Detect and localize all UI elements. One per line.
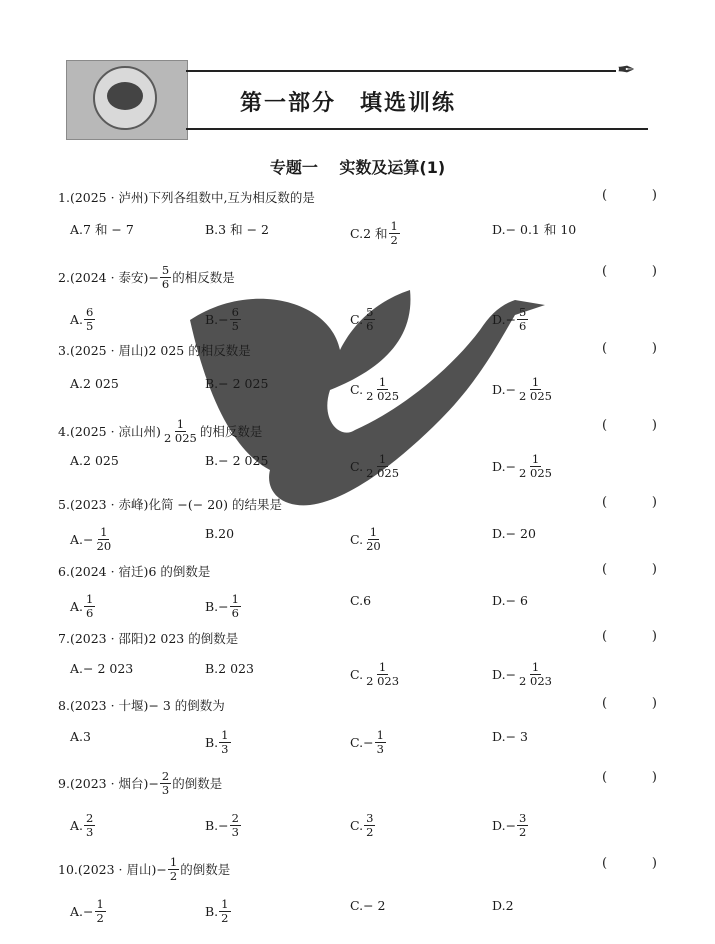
answer-parentheses: [602, 495, 657, 510]
fraction-denominator: 3: [86, 824, 94, 839]
answer-option: [350, 453, 402, 479]
option-label: B.: [205, 734, 219, 750]
question-text: −: [148, 269, 159, 285]
option-text: − 20: [505, 526, 536, 541]
question-number: 8.: [58, 697, 70, 713]
fraction-denominator: 6: [161, 276, 170, 291]
option-label: C.: [350, 311, 364, 327]
fraction: [364, 376, 401, 402]
fraction: [84, 306, 95, 332]
fraction-denominator: 5: [86, 318, 94, 333]
option-label: A.: [70, 598, 84, 614]
fraction-denominator: 2: [366, 824, 374, 839]
option-label: A.: [70, 729, 84, 744]
paren-left: (: [602, 562, 608, 577]
fraction-denominator: 2 025: [519, 388, 552, 403]
answer-option: [205, 812, 242, 838]
fraction-numerator: 1: [376, 728, 384, 742]
fraction-denominator: 20: [366, 538, 381, 553]
fraction-numerator: 6: [86, 305, 94, 319]
question-number: 10.: [58, 861, 78, 877]
answer-option: [70, 812, 96, 838]
fraction-numerator: 1: [378, 375, 387, 389]
question-stem: [58, 696, 225, 714]
fraction-denominator: 6: [366, 318, 374, 333]
question-text-suffix: 的相反数是: [172, 270, 235, 286]
paren-left: (: [602, 696, 608, 711]
question-source: (2023 · 赤峰): [69, 497, 149, 512]
answer-parentheses: [602, 418, 657, 433]
paren-right: ): [651, 341, 657, 356]
question-stem: [58, 264, 235, 290]
fraction: [364, 812, 375, 838]
question-text: 下列各组数中,互为相反数的是: [148, 190, 315, 205]
question-source: (2023 · 烟台): [69, 776, 149, 792]
part-title: 第一部分 填选训练: [240, 91, 457, 116]
option-label: B.: [205, 598, 219, 614]
answer-option: [350, 526, 384, 552]
option-label: C.: [350, 593, 364, 608]
option-text: 7 和 − 7: [83, 222, 134, 237]
answer-option: [350, 729, 387, 755]
option-label: C.: [350, 666, 364, 682]
fraction-denominator: 2: [519, 824, 527, 839]
answer-option: [205, 898, 232, 924]
option-label: A.: [70, 311, 84, 327]
question-text: 6 的倒数是: [148, 564, 211, 579]
paren-right: ): [651, 188, 657, 203]
question-number: 2.: [58, 269, 70, 285]
fraction-denominator: 2 023: [366, 673, 400, 688]
fraction-denominator: 2: [390, 232, 398, 247]
question-text-suffix: 的倒数是: [172, 776, 223, 792]
option-text: 2 025: [83, 453, 119, 468]
option-label: D.: [492, 526, 506, 541]
fraction-denominator: 2: [221, 910, 229, 925]
question-stem: [58, 341, 251, 359]
fraction: [389, 220, 400, 246]
option-sign: −: [83, 531, 94, 547]
option-text: 6: [363, 593, 372, 608]
paren-left: (: [602, 629, 608, 644]
option-label: D.: [492, 898, 506, 913]
paren-right: ): [651, 264, 657, 279]
fraction-numerator: 1: [531, 375, 540, 389]
fraction-denominator: 6: [519, 318, 527, 333]
option-text: − 2 023: [83, 661, 134, 676]
paren-right: ): [651, 696, 657, 711]
option-text: 3: [83, 729, 91, 744]
fountain-pen-icon: ✒: [617, 58, 636, 83]
option-text: − 0.1 和 10: [505, 222, 577, 237]
option-label: B.: [205, 817, 219, 833]
fraction: [517, 376, 554, 402]
option-label: D.: [492, 221, 506, 237]
option-sign: −: [218, 598, 229, 614]
fraction-denominator: 3: [231, 824, 239, 839]
answer-option: [70, 898, 107, 924]
fraction-numerator: 5: [366, 305, 374, 319]
question-source: (2023 · 邵阳): [69, 631, 149, 646]
fraction-numerator: 2: [86, 811, 94, 825]
option-sign: −: [505, 458, 517, 474]
fraction-denominator: 2: [96, 910, 104, 925]
question-text-suffix: 的相反数是: [199, 424, 263, 440]
answer-option: [350, 898, 386, 913]
question-number: 1.: [58, 189, 70, 205]
paren-right: ): [651, 629, 657, 644]
answer-option: [492, 898, 514, 913]
fraction-numerator: 5: [519, 305, 527, 319]
question-source: (2025 · 泸州): [69, 190, 149, 205]
option-sign: −: [218, 311, 229, 327]
question-source: (2023 · 眉山): [77, 862, 157, 878]
fraction: [375, 729, 386, 755]
option-text: 2 和: [363, 226, 388, 242]
question-source: (2023 · 十堰): [69, 698, 149, 713]
question-stem: [58, 629, 238, 647]
option-label: C.: [350, 817, 364, 833]
crest-circle: [93, 66, 157, 130]
answer-parentheses: [602, 696, 657, 711]
answer-option: [70, 593, 96, 619]
answer-option: [70, 661, 133, 676]
option-label: B.: [205, 903, 219, 919]
fraction: [517, 812, 528, 838]
option-label: B.: [205, 376, 219, 391]
fraction-numerator: 6: [231, 305, 239, 319]
answer-parentheses: [602, 562, 657, 577]
fraction-denominator: 20: [96, 538, 112, 553]
fraction-numerator: 1: [390, 219, 398, 233]
option-label: D.: [492, 381, 506, 397]
fraction-numerator: 1: [369, 525, 378, 539]
option-label: C.: [350, 381, 364, 397]
question-stem: [58, 856, 230, 882]
paren-right: ): [651, 856, 657, 871]
question-source: (2025 · 凉山州): [69, 424, 161, 440]
fraction: [364, 661, 401, 687]
question-number: 5.: [58, 496, 70, 512]
question-source: (2024 · 泰安): [69, 270, 149, 286]
fraction-denominator: 2 025: [366, 465, 400, 480]
fraction: [364, 526, 383, 552]
fraction-denominator: 2: [169, 868, 178, 883]
fraction: [517, 453, 554, 479]
option-label: C.: [350, 531, 364, 547]
question-text: − 3 的倒数为: [148, 698, 225, 713]
answer-parentheses: [602, 770, 657, 785]
fraction: [517, 306, 528, 332]
question-text: −: [148, 775, 159, 791]
option-text: 2 023: [218, 661, 254, 676]
answer-parentheses: [602, 341, 657, 356]
fraction-denominator: 3: [376, 741, 384, 756]
answer-option: [205, 661, 254, 676]
question-number: 3.: [58, 342, 70, 358]
option-label: A.: [70, 903, 84, 919]
answer-option: [350, 593, 371, 608]
option-text: − 2: [363, 898, 386, 913]
fraction: [84, 593, 95, 619]
fraction-numerator: 1: [86, 592, 94, 606]
option-label: D.: [492, 458, 506, 474]
option-label: C.: [350, 458, 364, 474]
answer-parentheses: [602, 856, 657, 871]
question-text: 化简 −(− 20) 的结果是: [148, 497, 282, 512]
question-source: (2024 · 宿迁): [69, 564, 149, 579]
option-sign: −: [505, 666, 517, 682]
answer-option: [205, 593, 242, 619]
fraction: [162, 418, 199, 444]
option-text: 2: [505, 898, 514, 913]
question-stem: [58, 418, 262, 444]
paren-left: (: [602, 264, 608, 279]
answer-option: [350, 812, 376, 838]
answer-parentheses: [602, 264, 657, 279]
option-text: − 2 025: [218, 376, 269, 391]
option-label: D.: [492, 817, 506, 833]
answer-option: [492, 526, 536, 541]
paren-left: (: [602, 770, 608, 785]
answer-option: [492, 306, 529, 332]
answer-option: [350, 220, 401, 246]
fraction-numerator: 3: [366, 811, 374, 825]
option-text: 3 和 − 2: [218, 222, 269, 237]
answer-option: [70, 220, 134, 238]
option-text: 2 025: [83, 376, 119, 391]
option-sign: −: [363, 734, 374, 750]
header-bottom-rule: [186, 128, 648, 130]
option-label: A.: [70, 817, 84, 833]
option-label: A.: [70, 531, 84, 547]
option-label: A.: [70, 221, 84, 237]
fraction-numerator: 1: [169, 855, 178, 869]
answer-option: [350, 306, 376, 332]
question-stem: [58, 562, 210, 580]
fraction-numerator: 1: [221, 728, 229, 742]
option-label: A.: [70, 376, 84, 391]
fraction-denominator: 5: [231, 318, 239, 333]
answer-option: [492, 376, 555, 402]
option-label: C.: [350, 225, 364, 241]
fraction-numerator: 2: [231, 811, 239, 825]
fraction: [160, 264, 171, 290]
answer-option: [492, 729, 528, 744]
option-label: B.: [205, 661, 219, 676]
question-text: −: [156, 861, 167, 877]
option-label: D.: [492, 729, 506, 744]
question-text-suffix: 的倒数是: [180, 862, 231, 878]
option-text: − 3: [505, 729, 528, 744]
fraction: [84, 812, 95, 838]
answer-option: [492, 661, 555, 687]
paren-right: ): [651, 418, 657, 433]
option-label: D.: [492, 593, 506, 608]
fraction-denominator: 2 025: [366, 388, 400, 403]
fraction-numerator: 1: [531, 452, 540, 466]
answer-option: [70, 306, 96, 332]
question-number: 7.: [58, 630, 70, 646]
paren-left: (: [602, 495, 608, 510]
option-sign: −: [505, 381, 517, 397]
fraction-denominator: 6: [231, 605, 239, 620]
answer-option: [492, 593, 528, 608]
option-text: − 2 025: [218, 453, 269, 468]
option-sign: −: [505, 817, 517, 833]
answer-option: [205, 376, 268, 391]
fraction-denominator: 2 025: [519, 465, 552, 480]
fraction-numerator: 1: [378, 660, 387, 674]
fraction-numerator: 1: [531, 660, 540, 674]
answer-option: [205, 526, 234, 541]
option-label: B.: [205, 526, 219, 541]
answer-option: [350, 376, 402, 402]
answer-option: [70, 376, 119, 391]
question-stem: [58, 770, 222, 796]
fraction: [230, 306, 241, 332]
paren-right: ): [651, 562, 657, 577]
paren-left: (: [602, 341, 608, 356]
question-number: 4.: [58, 423, 70, 439]
paren-right: ): [651, 770, 657, 785]
question-stem: [58, 495, 282, 513]
answer-option: [205, 729, 232, 755]
answer-parentheses: [602, 629, 657, 644]
fraction: [364, 453, 401, 479]
question-stem: [58, 188, 315, 206]
fraction: [219, 898, 230, 924]
option-label: D.: [492, 311, 506, 327]
option-label: B.: [205, 453, 219, 468]
question-number: 9.: [58, 775, 70, 791]
crest-badge-icon: [66, 60, 188, 140]
fraction-denominator: 3: [161, 782, 170, 797]
fraction: [230, 593, 241, 619]
answer-option: [492, 453, 555, 479]
fraction-numerator: 3: [519, 811, 527, 825]
question-text: 2 025 的相反数是: [148, 343, 251, 358]
fraction-numerator: 1: [231, 592, 239, 606]
fraction: [364, 306, 375, 332]
option-sign: −: [218, 817, 229, 833]
question-source: (2025 · 眉山): [69, 343, 149, 358]
answer-option: [492, 220, 576, 238]
option-label: B.: [205, 311, 219, 327]
paren-left: (: [602, 418, 608, 433]
fraction: [219, 729, 230, 755]
fraction-denominator: 3: [221, 741, 229, 756]
option-label: A.: [70, 661, 84, 676]
question-number: 6.: [58, 563, 70, 579]
option-label: A.: [70, 453, 84, 468]
answer-option: [492, 812, 529, 838]
answer-option: [70, 526, 114, 552]
fraction-denominator: 2 025: [163, 430, 197, 445]
paren-left: (: [602, 856, 608, 871]
option-label: D.: [492, 666, 506, 682]
fraction-numerator: 1: [176, 417, 185, 431]
answer-parentheses: [602, 188, 657, 203]
option-sign: −: [505, 311, 517, 327]
answer-option: [205, 453, 268, 468]
fraction: [517, 661, 554, 687]
option-label: C.: [350, 898, 364, 913]
answer-option: [70, 729, 91, 744]
option-text: − 6: [505, 593, 528, 608]
option-label: B.: [205, 221, 219, 237]
paren-left: (: [602, 188, 608, 203]
fraction-numerator: 1: [96, 897, 104, 911]
fraction: [95, 526, 114, 552]
option-sign: −: [83, 903, 94, 919]
paren-right: ): [651, 495, 657, 510]
fraction-numerator: 1: [221, 897, 229, 911]
fraction: [160, 770, 171, 796]
fraction: [230, 812, 241, 838]
header-top-rule: [186, 70, 616, 72]
option-text: 20: [218, 526, 235, 541]
fraction-numerator: 1: [378, 452, 387, 466]
fraction-numerator: 5: [161, 263, 170, 277]
crest-emblem: [107, 82, 143, 110]
question-text: 2 023 的倒数是: [148, 631, 239, 646]
fraction-denominator: 6: [86, 605, 94, 620]
fraction-denominator: 2 023: [519, 673, 552, 688]
answer-option: [70, 453, 119, 468]
fraction: [95, 898, 106, 924]
option-label: C.: [350, 734, 364, 750]
topic-title: 专题一 实数及运算(1): [269, 158, 446, 177]
answer-option: [350, 661, 402, 687]
fraction-numerator: 1: [100, 525, 108, 539]
fraction: [168, 856, 179, 882]
fraction-numerator: 2: [161, 769, 170, 783]
answer-option: [205, 220, 269, 238]
answer-option: [205, 306, 242, 332]
